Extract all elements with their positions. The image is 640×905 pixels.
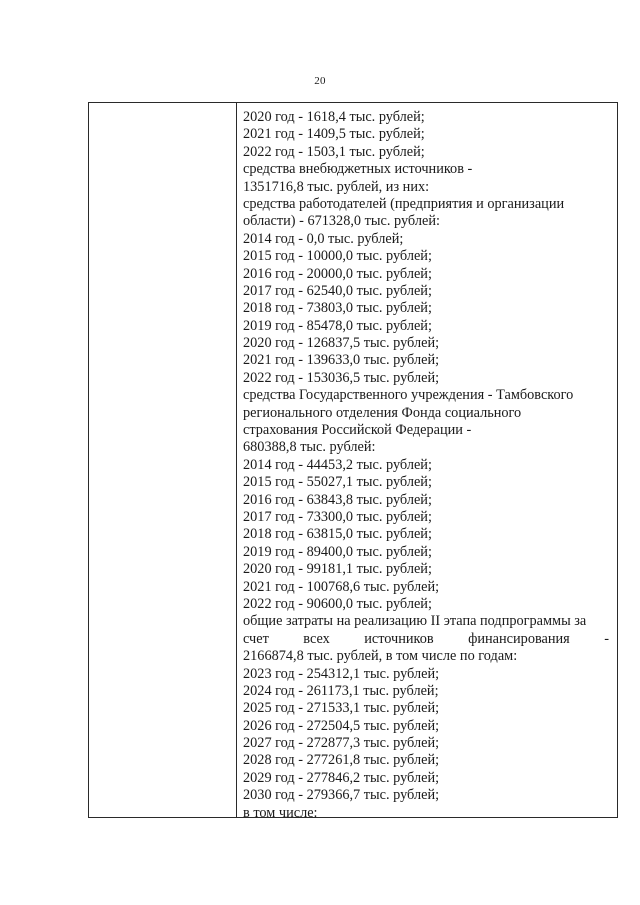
text-line: 2022 год - 1503,1 тыс. рублей; bbox=[243, 143, 425, 160]
text-line: 2021 год - 100768,6 тыс. рублей; bbox=[243, 578, 440, 595]
text-line: 2166874,8 тыс. рублей, в том числе по годам: bbox=[243, 648, 518, 665]
text-line: 2020 год - 99181,1 тыс. рублей; bbox=[243, 561, 432, 578]
justified-text-line bbox=[243, 631, 609, 648]
justified-word: счет bbox=[243, 630, 269, 647]
text-line: средства Государственного учреждения - Тамбовского bbox=[243, 387, 574, 404]
text-line: 2026 год - 272504,5 тыс. рублей; bbox=[243, 717, 440, 734]
text-line: 1351716,8 тыс. рублей, из них: bbox=[243, 178, 430, 195]
text-line: 2019 год - 85478,0 тыс. рублей; bbox=[243, 317, 432, 334]
table-left-cell bbox=[89, 103, 237, 817]
text-line: 2018 год - 73803,0 тыс. рублей; bbox=[243, 300, 432, 317]
text-line: 2016 год - 63843,8 тыс. рублей; bbox=[243, 491, 432, 508]
text-line: средства внебюджетных источников - bbox=[243, 161, 473, 178]
text-line: 2025 год - 271533,1 тыс. рублей; bbox=[243, 700, 440, 717]
text-line: 2017 год - 73300,0 тыс. рублей; bbox=[243, 508, 432, 525]
text-line: 2029 год - 277846,2 тыс. рублей; bbox=[243, 769, 440, 786]
text-line: 2015 год - 55027,1 тыс. рублей; bbox=[243, 474, 432, 491]
text-line: 2017 год - 62540,0 тыс. рублей; bbox=[243, 282, 432, 299]
text-line: 2020 год - 126837,5 тыс. рублей; bbox=[243, 335, 440, 352]
justified-word: всех bbox=[303, 630, 330, 647]
justified-word: - bbox=[604, 630, 609, 647]
text-line: 2015 год - 10000,0 тыс. рублей; bbox=[243, 248, 432, 265]
text-line: 2019 год - 89400,0 тыс. рублей; bbox=[243, 543, 432, 560]
text-line: 2018 год - 63815,0 тыс. рублей; bbox=[243, 526, 432, 543]
text-line: 2022 год - 153036,5 тыс. рублей; bbox=[243, 369, 440, 386]
text-line: 2021 год - 139633,0 тыс. рублей; bbox=[243, 352, 440, 369]
text-line: общие затраты на реализацию II этапа подпрограммы за bbox=[243, 613, 587, 630]
text-line: средства работодателей (предприятия и организации bbox=[243, 195, 565, 212]
text-line: 2021 год - 1409,5 тыс. рублей; bbox=[243, 126, 425, 143]
table-right-cell bbox=[237, 103, 617, 821]
page-number: 20 bbox=[314, 75, 326, 87]
document-table bbox=[88, 102, 618, 821]
text-line: области) - 671328,0 тыс. рублей: bbox=[243, 213, 440, 230]
text-line: регионального отделения Фонда социального bbox=[243, 404, 522, 421]
text-line: страхования Российской Федерации - bbox=[243, 422, 472, 439]
text-line: в том числе: bbox=[243, 804, 318, 821]
text-line: 2024 год - 261173,1 тыс. рублей; bbox=[243, 682, 439, 699]
justified-word: финансирования bbox=[468, 630, 570, 647]
text-line: 2014 год - 44453,2 тыс. рублей; bbox=[243, 456, 432, 473]
text-line: 2027 год - 272877,3 тыс. рублей; bbox=[243, 735, 440, 752]
justified-word: источников bbox=[364, 630, 434, 647]
text-line: 2020 год - 1618,4 тыс. рублей; bbox=[243, 109, 425, 125]
text-line: 2028 год - 277261,8 тыс. рублей; bbox=[243, 752, 440, 769]
text-line: 2016 год - 20000,0 тыс. рублей; bbox=[243, 265, 432, 282]
text-block-upper bbox=[243, 109, 609, 631]
text-line: 2030 год - 279366,7 тыс. рублей; bbox=[243, 787, 440, 804]
text-block-lower bbox=[243, 648, 609, 822]
text-line: 680388,8 тыс. рублей: bbox=[243, 439, 376, 456]
text-line: 2023 год - 254312,1 тыс. рублей; bbox=[243, 665, 440, 682]
text-line: 2022 год - 90600,0 тыс. рублей; bbox=[243, 595, 432, 612]
text-line: 2014 год - 0,0 тыс. рублей; bbox=[243, 230, 404, 247]
